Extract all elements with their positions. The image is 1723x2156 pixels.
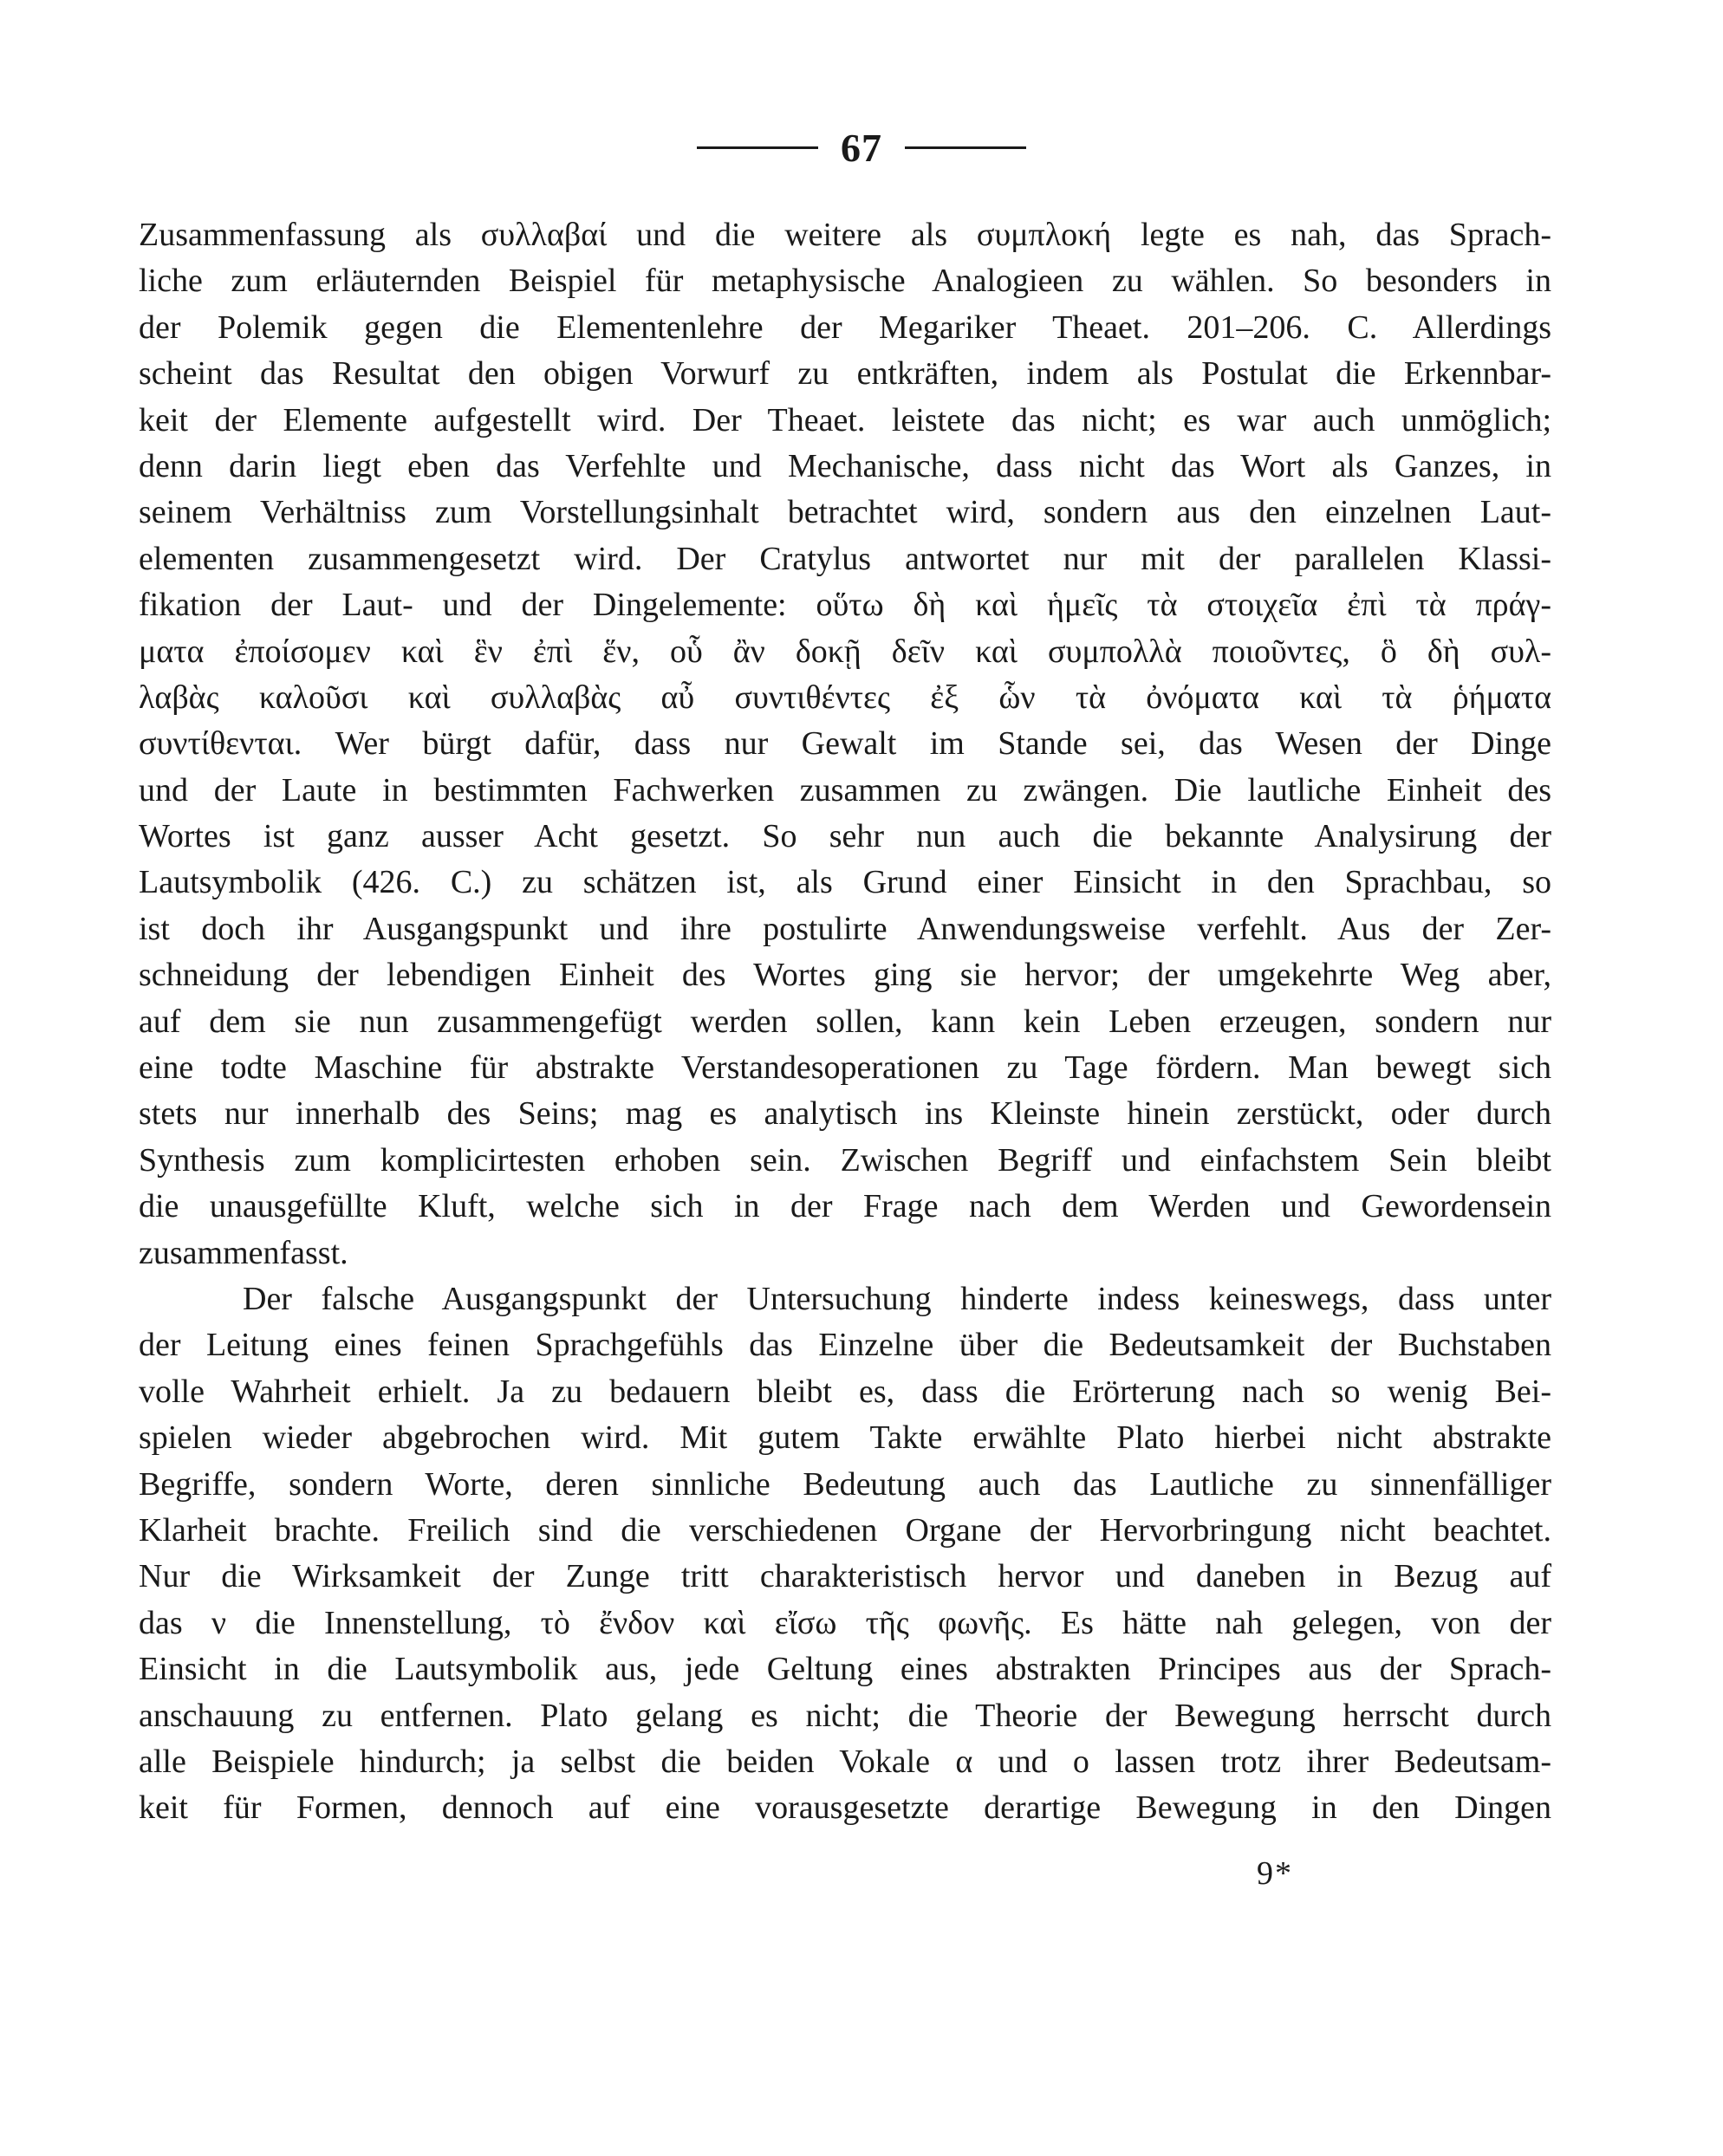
text-line: und der Laute in bestimmten Fachwerken zusammen zu zwängen. Die lautliche Einheit des <box>139 771 1551 808</box>
paragraph-1 <box>139 212 1551 1276</box>
text-line: anschauung zu entfernen. Plato gelang es nicht; die Theorie der Bewegung herrscht durch <box>139 1697 1551 1734</box>
text-line: Wortes ist ganz ausser Acht gesetzt. So sehr nun auch die bekannte Analysirung der <box>139 818 1551 855</box>
text-line: volle Wahrheit erhielt. Ja zu bedauern bleibt es, dass die Erörterung nach so wenig Bei- <box>139 1373 1551 1410</box>
text-line: das ν die Innenstellung, τὸ ἔνδον καὶ εἴσω τῆς φωνῆς. Es hätte nah gelegen, von der <box>139 1604 1551 1641</box>
text-line: die unausgefüllte Kluft, welche sich in der Frage nach dem Werden und Gewordensein <box>139 1188 1551 1225</box>
text-line: λαβὰς καλοῦσι καὶ συλλαβὰς αὖ συντιθέντες ἐξ ὧν τὰ ὀνόματα καὶ τὰ ῥήματα <box>139 679 1551 716</box>
text-line: Nur die Wirksamkeit der Zunge tritt charakteristisch hervor und daneben in Bezug auf <box>139 1558 1551 1595</box>
text-line: Einsicht in die Lautsymbolik aus, jede Geltung eines abstrakten Principes aus der Sprach- <box>139 1651 1551 1688</box>
text-line: Synthesis zum komplicirtesten erhoben sein. Zwischen Begriff und einfachstem Sein bleibt <box>139 1141 1551 1179</box>
text-line: fikation der Laut- und der Dingelemente: οὕτω δὴ καὶ ἡμεῖς τὰ στοιχεῖα ἐπὶ τὰ πράγ- <box>139 587 1551 624</box>
text-line: stets nur innerhalb des Seins; mag es analytisch ins Kleinste hinein zerstückt, oder durch <box>139 1095 1551 1133</box>
signature-mark: 9* <box>1257 1855 1293 1892</box>
header-rule-right <box>905 146 1026 149</box>
page-header <box>0 121 1723 173</box>
body-text <box>139 212 1551 1832</box>
text-line: liche zum erläuternden Beispiel für metaphysische Analogieen zu wählen. So besonders in <box>139 263 1551 300</box>
text-line: der Leitung eines feinen Sprachgefühls das Einzelne über die Bedeutsamkeit der Buchstaben <box>139 1327 1551 1364</box>
text-line: denn darin liegt eben das Verfehlte und Mechanische, dass nicht das Wort als Ganzes, in <box>139 447 1551 484</box>
text-line: ist doch ihr Ausgangspunkt und ihre postulirte Anwendungsweise verfehlt. Aus der Zer- <box>139 910 1551 947</box>
text-line: συντίθενται. Wer bürgt dafür, dass nur Gewalt im Stande sei, das Wesen der Dinge <box>139 725 1551 763</box>
text-line: Lautsymbolik (426. C.) zu schätzen ist, als Grund einer Einsicht in den Sprachbau, so <box>139 864 1551 901</box>
text-line: keit der Elemente aufgestellt wird. Der Theaet. leistete das nicht; es war auch unmöglich; <box>139 401 1551 438</box>
text-line: elementen zusammengesetzt wird. Der Cratylus antwortet nur mit der parallelen Klassi- <box>139 540 1551 577</box>
text-line: Klarheit brachte. Freilich sind die verschiedenen Organe der Hervorbringung nicht beachtet. <box>139 1511 1551 1549</box>
header-rule-left <box>697 146 818 149</box>
text-line: zusammenfasst. <box>139 1234 348 1271</box>
text-line: Zusammenfassung als συλλαβαί und die weitere als συμπλοκή legte es nah, das Sprach- <box>139 217 1551 253</box>
text-line: auf dem sie nun zusammengefügt werden sollen, kann kein Leben erzeugen, sondern nur <box>139 1003 1551 1040</box>
page-number: 67 <box>841 125 882 170</box>
text-line: schneidung der lebendigen Einheit des Wortes ging sie hervor; der umgekehrte Weg aber, <box>139 957 1551 994</box>
text-line: scheint das Resultat den obigen Vorwurf zu entkräften, indem als Postulat die Erkennbar- <box>139 355 1551 393</box>
text-line: alle Beispiele hindurch; ja selbst die beiden Vokale α und ο lassen trotz ihrer Bedeutsam- <box>139 1743 1551 1780</box>
text-line: ματα ἐποίσομεν καὶ ἓν ἐπὶ ἕν, οὗ ἂν δοκῇ δεῖν καὶ συμπολλὰ ποιοῦντες, ὃ δὴ συλ- <box>139 633 1551 670</box>
text-line: Der falsche Ausgangspunkt der Untersuchung hinderte indess keineswegs, dass unter <box>243 1280 1551 1317</box>
text-line: der Polemik gegen die Elementenlehre der Megariker Theaet. 201–206. C. Allerdings <box>139 308 1551 346</box>
paragraph-2 <box>139 1276 1551 1832</box>
text-line: Begriffe, sondern Worte, deren sinnliche Bedeutung auch das Lautliche zu sinnenfälliger <box>139 1465 1551 1503</box>
text-line: keit für Formen, dennoch auf eine vorausgesetzte derartige Bewegung in den Dingen <box>139 1789 1551 1827</box>
text-line: spielen wieder abgebrochen wird. Mit gutem Takte erwählte Plato hierbei nicht abstrakte <box>139 1419 1551 1457</box>
text-line: eine todte Maschine für abstrakte Verstandesoperationen zu Tage fördern. Man bewegt sich <box>139 1049 1551 1087</box>
text-line: seinem Verhältniss zum Vorstellungsinhalt betrachtet wird, sondern aus den einzelnen Laut- <box>139 494 1551 531</box>
